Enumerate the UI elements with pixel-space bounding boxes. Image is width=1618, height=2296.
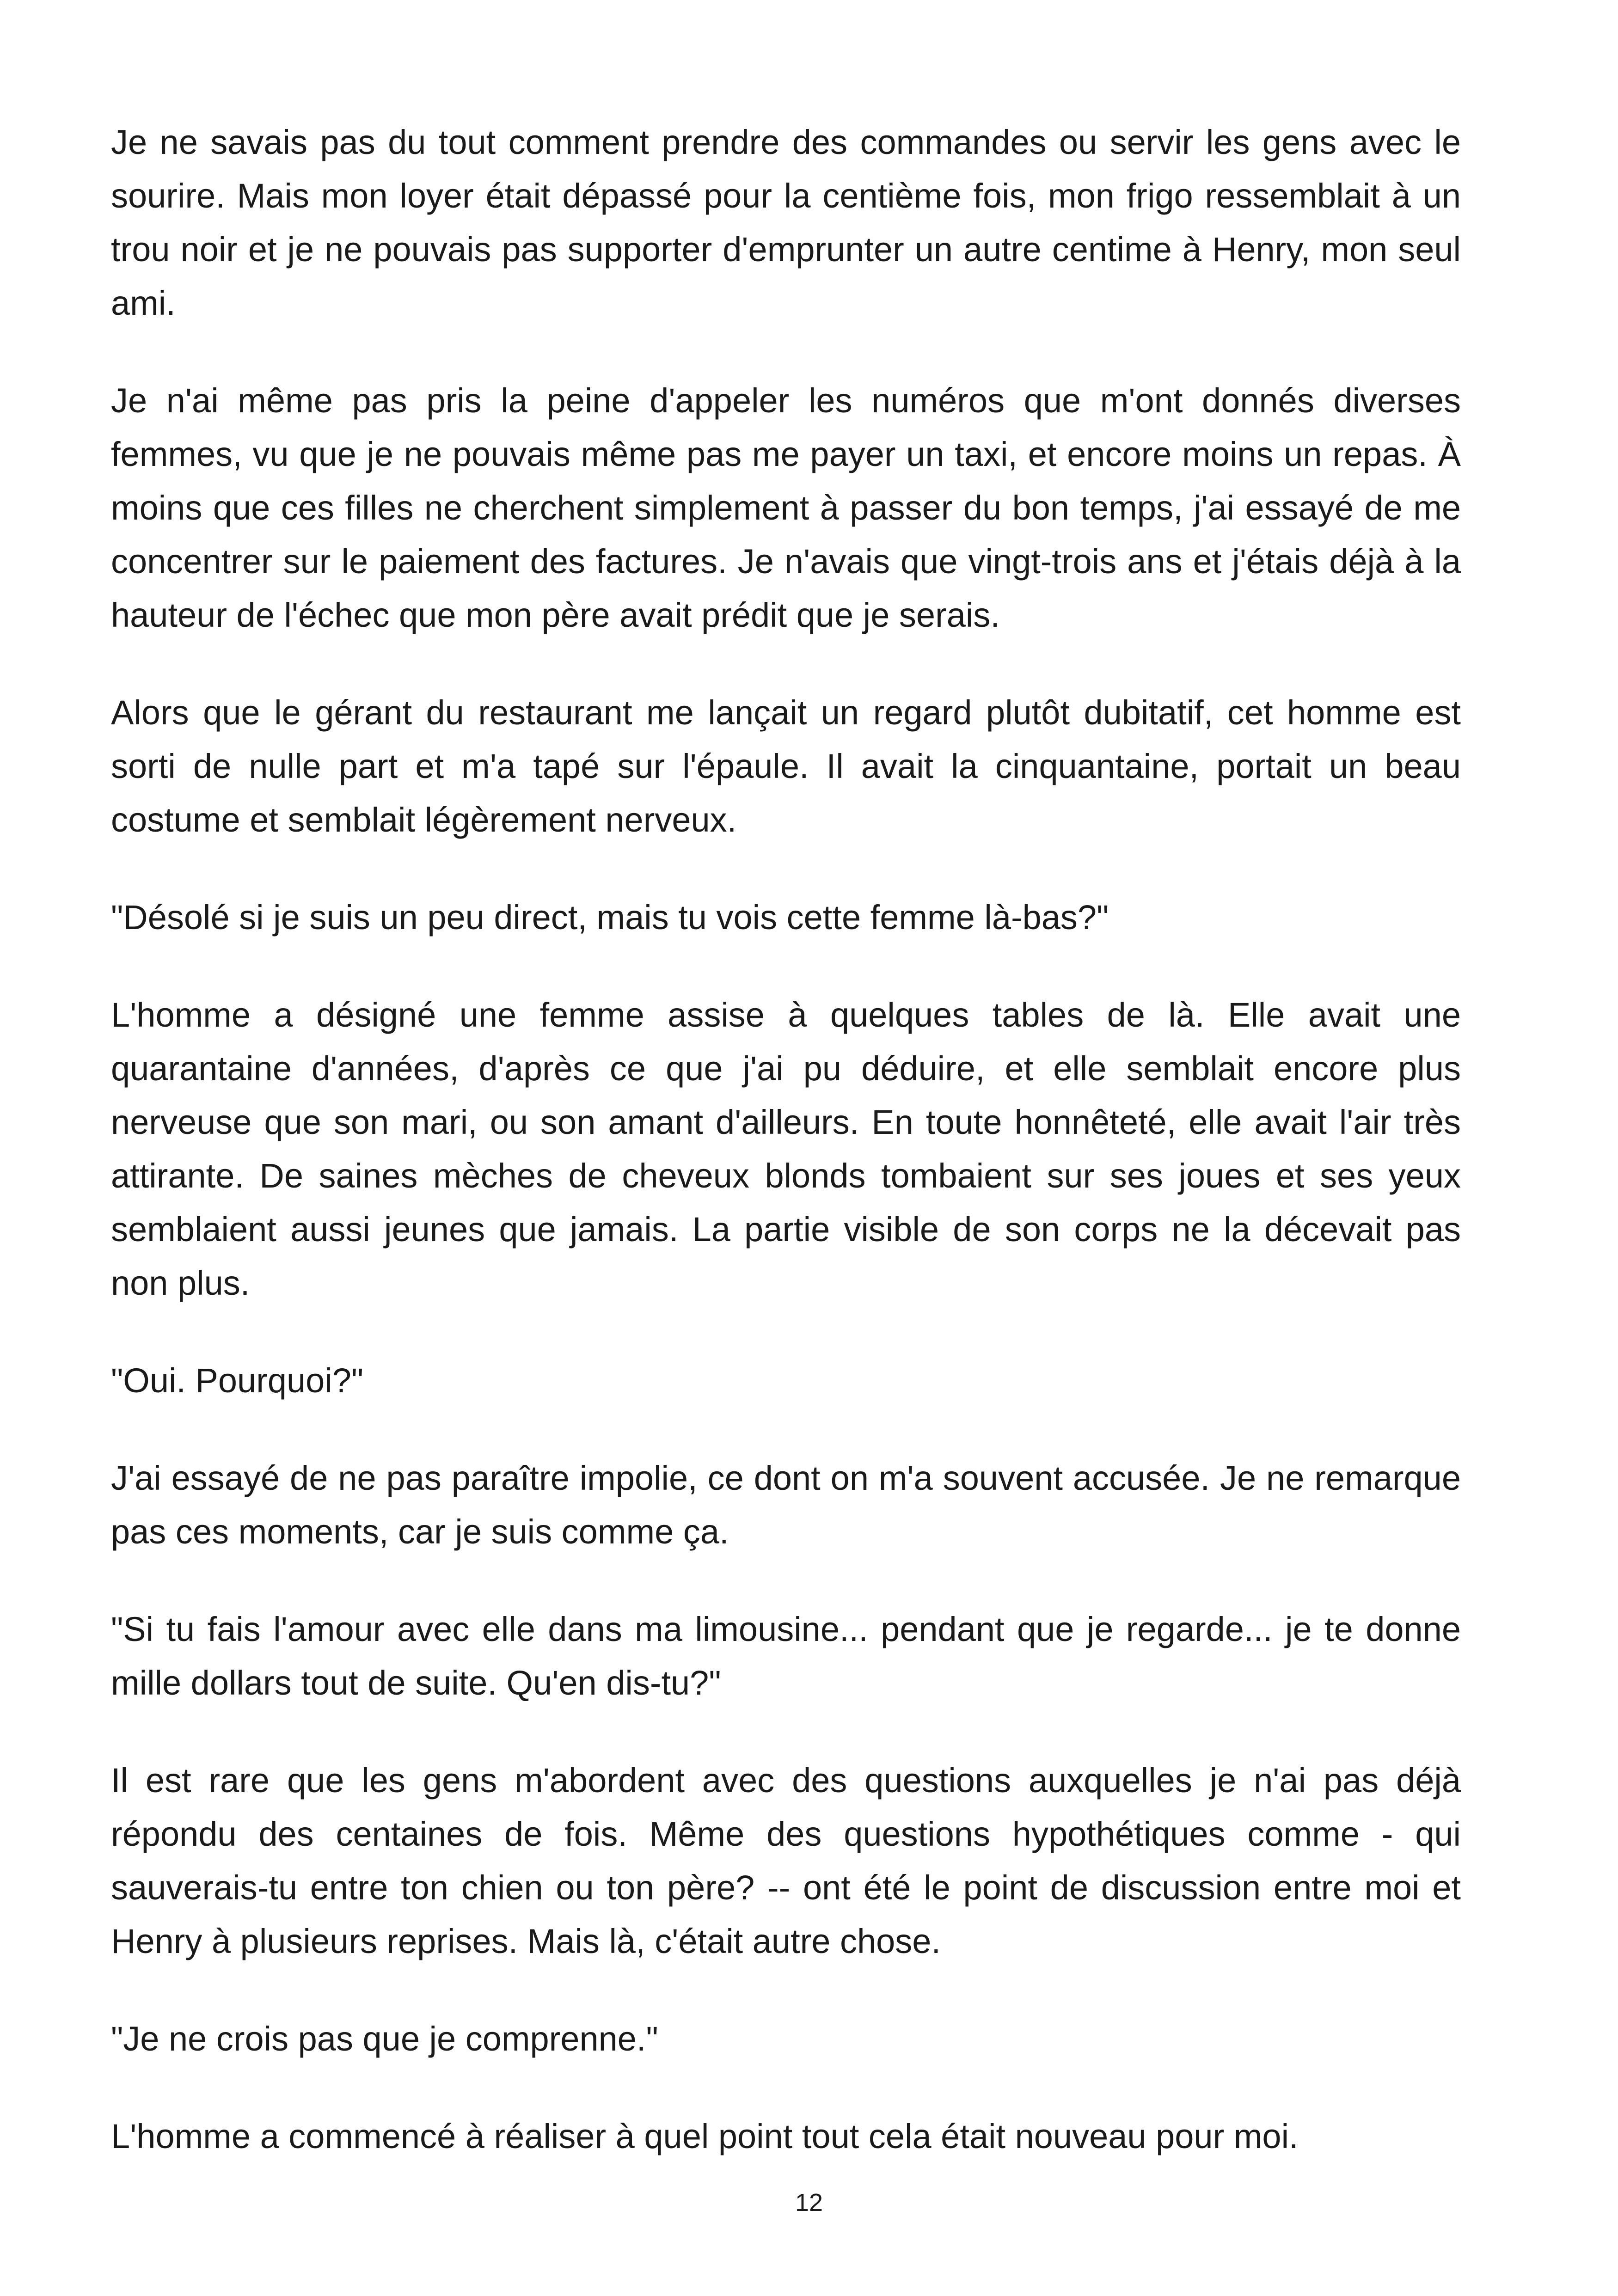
paragraph-10: "Je ne crois pas que je comprenne." [111, 2020, 658, 2058]
page-number: 12 [795, 2189, 823, 2216]
paragraph-9: Il est rare que les gens m'abordent avec des questions auxquelles je n'ai pas déjà répondu des centaines de fois. Même des questions hypothétiques comme - qui sauverais-tu entre ton chien ou ton père? -- ont été le point de discussion entre moi et Henry à plusieurs reprises. Mais là, c'était autre chose. [111, 1761, 1461, 1960]
paragraph-7: J'ai essayé de ne pas paraître impolie, ce dont on m'a souvent accusée. Je ne remarque pas ces moments, car je suis comme ça. [111, 1459, 1461, 1551]
paragraph-8: "Si tu fais l'amour avec elle dans ma limousine... pendant que je regarde... je te donne mille dollars tout de suite. Qu'en dis-tu?" [111, 1610, 1461, 1702]
paragraph-3: Alors que le gérant du restaurant me lançait un regard plutôt dubitatif, cet homme est sorti de nulle part et m'a tapé sur l'épaule. Il avait la cinquantaine, portait un beau costume et semblait légèrement nerveux. [111, 693, 1461, 839]
paragraph-4: "Désolé si je suis un peu direct, mais tu vois cette femme là-bas?" [111, 898, 1109, 937]
paragraph-11: L'homme a commencé à réaliser à quel point tout cela était nouveau pour moi. [111, 2117, 1299, 2155]
paragraph-1: Je ne savais pas du tout comment prendre des commandes ou servir les gens avec le sourire. Mais mon loyer était dépassé pour la centième fois, mon frigo ressemblait à un trou noir et je ne pouvais pas supporter d'emprunter un autre centime à Henry, mon seul ami. [111, 123, 1461, 322]
page-body [111, 116, 1461, 2207]
paragraph-5: L'homme a désigné une femme assise à quelques tables de là. Elle avait une quarantaine d'années, d'après ce que j'ai pu déduire, et elle semblait encore plus nerveuse que son mari, ou son amant d'ailleurs. En toute honnêteté, elle avait l'air très attirante. De saines mèches de cheveux blonds tombaient sur ses joues et ses yeux semblaient aussi jeunes que jamais. La partie visible de son corps ne la décevait pas non plus. [111, 996, 1461, 1302]
paragraph-2: Je n'ai même pas pris la peine d'appeler les numéros que m'ont donnés diverses femmes, vu que je ne pouvais même pas me payer un taxi, et encore moins un repas. À moins que ces filles ne cherchent simplement à passer du bon temps, j'ai essayé de me concentrer sur le paiement des factures. Je n'avais que vingt-trois ans et j'étais déjà à la hauteur de l'échec que mon père avait prédit que je serais. [111, 381, 1461, 634]
paragraph-6: "Oui. Pourquoi?" [111, 1361, 364, 1400]
